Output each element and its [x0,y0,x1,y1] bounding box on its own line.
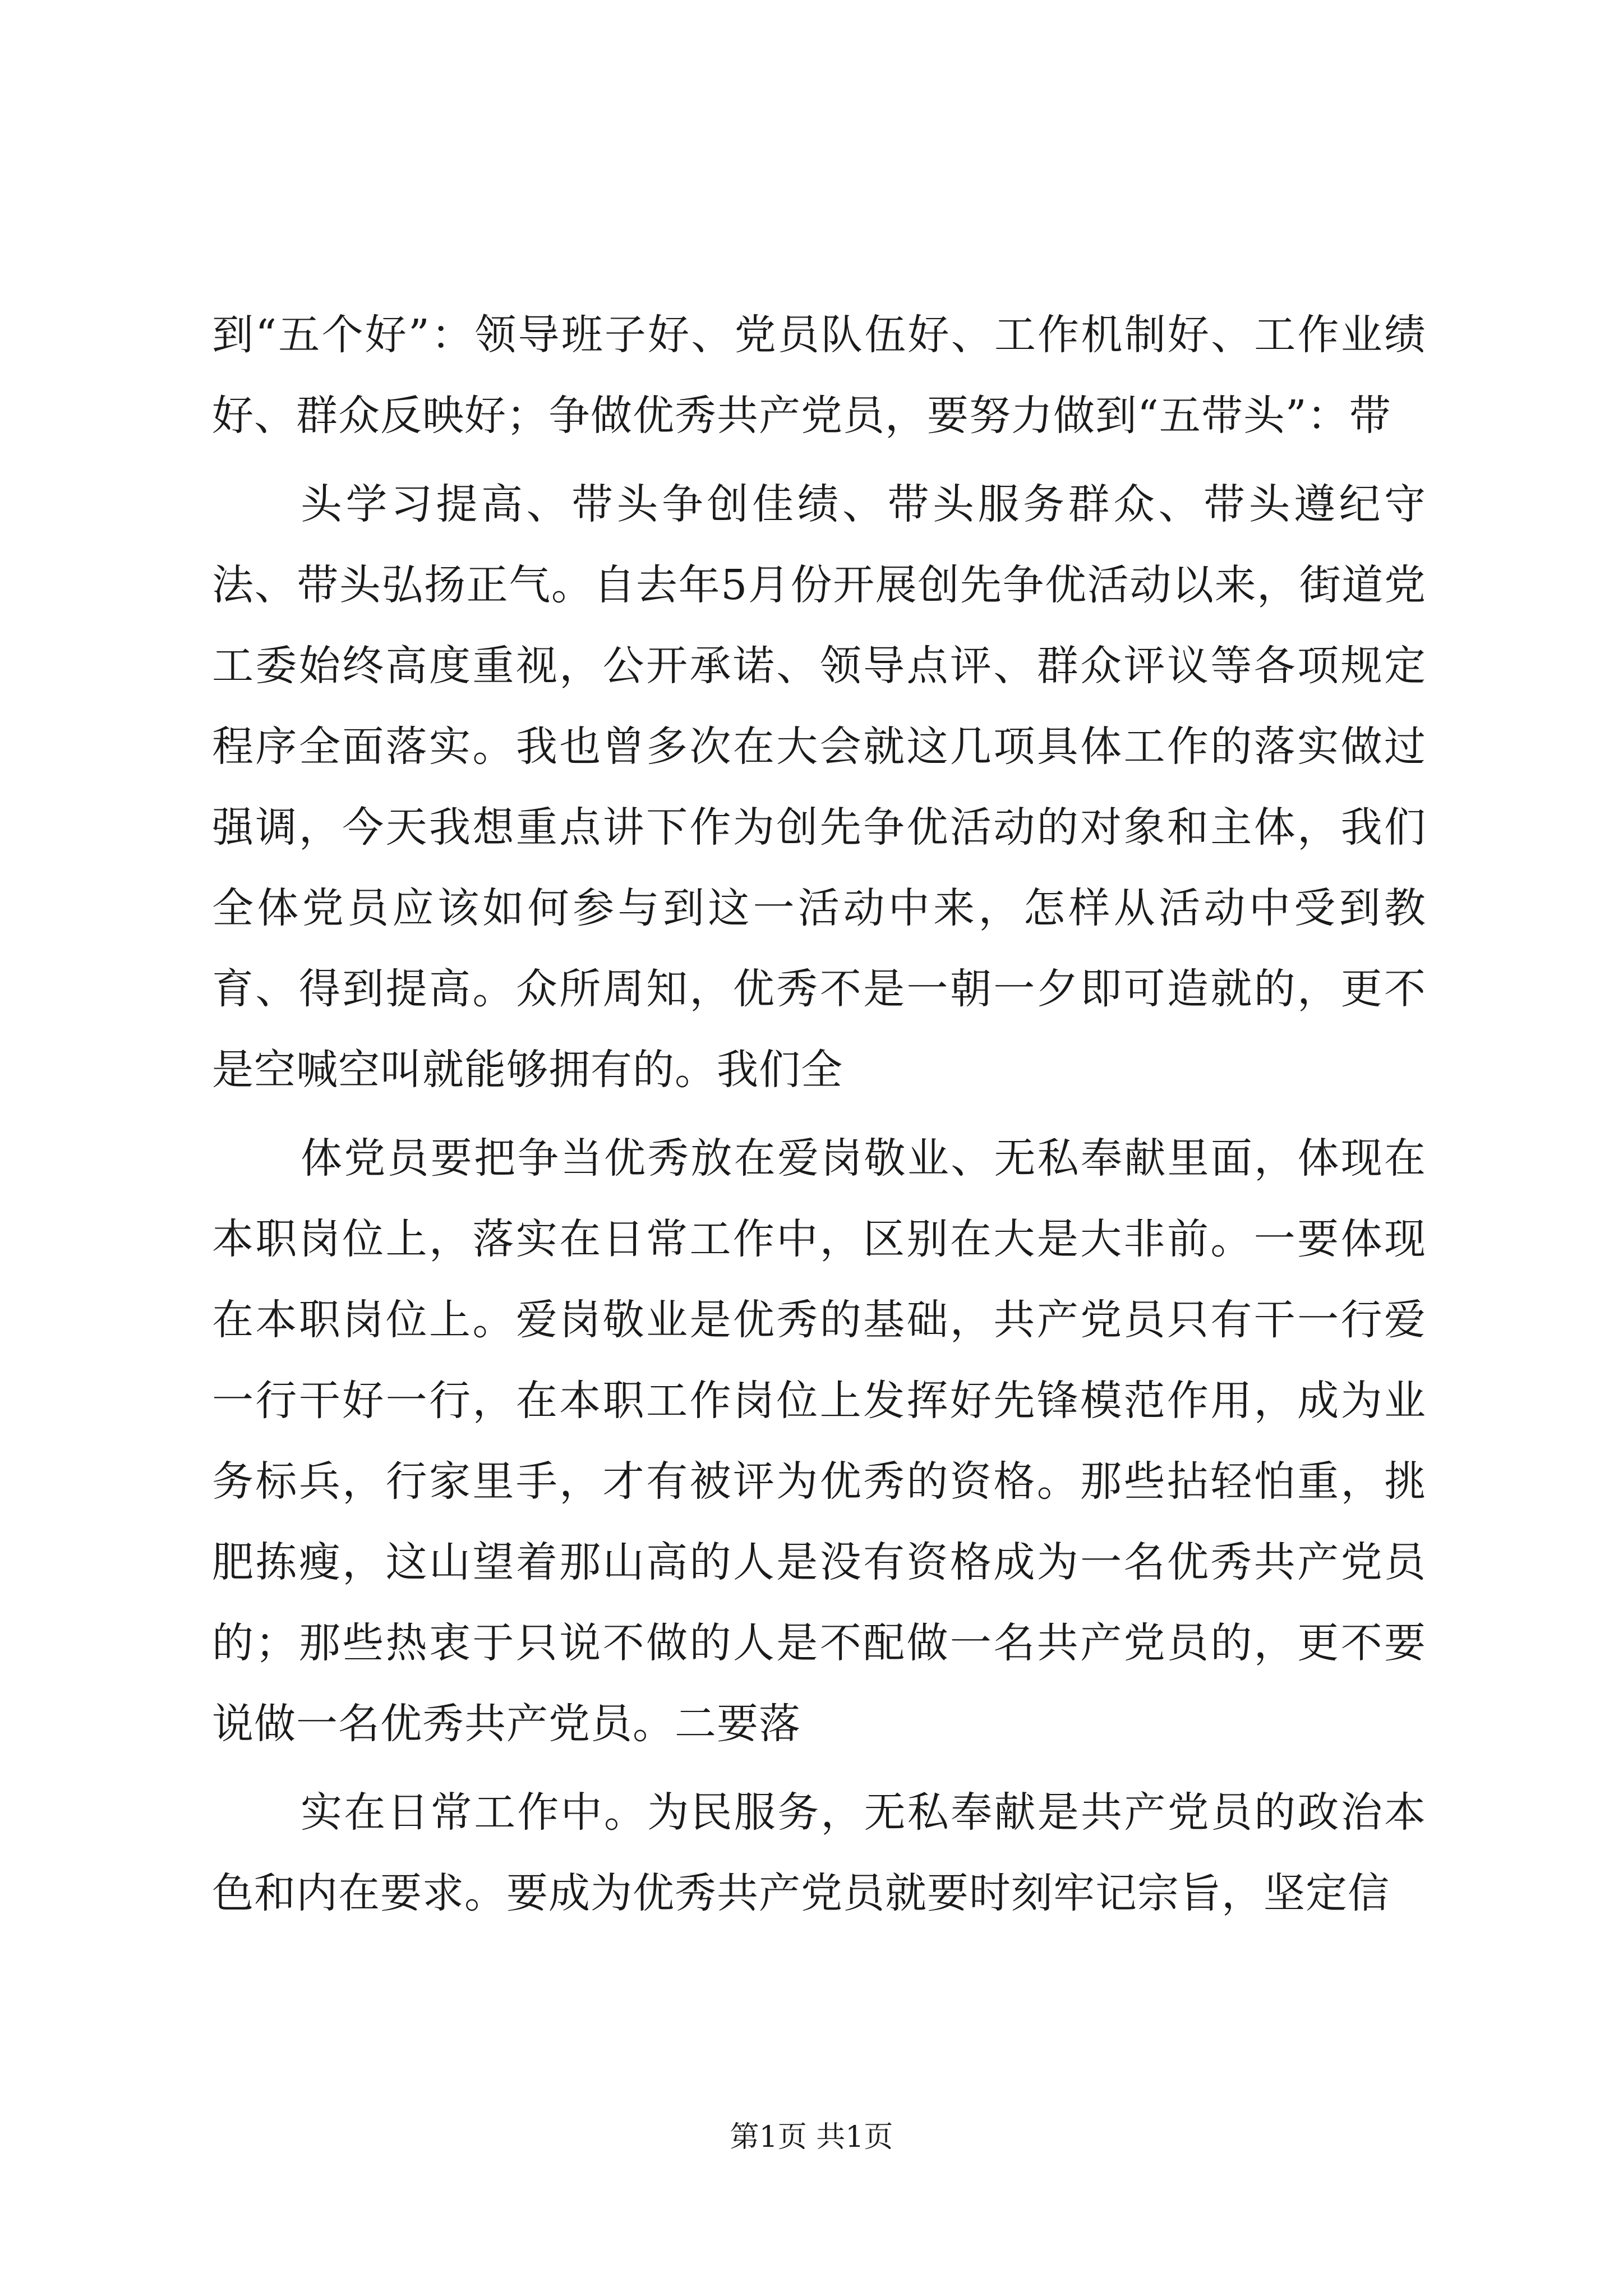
paragraph-1: 到“五个好”：领导班子好、党员队伍好、工作机制好、工作业绩好、群众反映好；争做优秀共产党员，要努力做到“五带头”：带 [212,311,1426,440]
paragraph-4: 实在日常工作中。为民服务，无私奉献是共产党员的政治本色和内在要求。要成为优秀共产党员就要时刻牢记宗旨，坚定信 [212,1788,1426,1917]
paragraph-2: 头学习提高、带头争创佳绩、带头服务群众、带头遵纪守法、带头弘扬正气。自去年5月份开展创先争优活动以来，街道党工委始终高度重视，公开承诺、领导点评、群众评议等各项规定程序全面落实。我也曾多次在大会就这几项具体工作的落实做过强调，今天我想重点讲下作为创先争优活动的对象和主体，我们全体党员应该如何参与到这一活动中来，怎样从活动中受到教育、得到提高。众所周知，优秀不是一朝一夕即可造就的，更不是空喊空叫就能够拥有的。我们全 [212,480,1426,1094]
page-footer [0,2120,1623,2154]
document-body [212,295,1426,1941]
page-number-label: 第1页 共1页 [730,2120,893,2154]
paragraph-3: 体党员要把争当优秀放在爱岗敬业、无私奉献里面，体现在本职岗位上，落实在日常工作中，区别在大是大非前。一要体现在本职岗位上。爱岗敬业是优秀的基础，共产党员只有干一行爱一行干好一行，在本职工作岗位上发挥好先锋模范作用，成为业务标兵，行家里手，才有被评为优秀的资格。那些拈轻怕重，挑肥拣瘦，这山望着那山高的人是没有资格成为一名优秀共产党员的；那些热衷于只说不做的人是不配做一名共产党员的，更不要说做一名优秀共产党员。二要落 [212,1134,1426,1748]
